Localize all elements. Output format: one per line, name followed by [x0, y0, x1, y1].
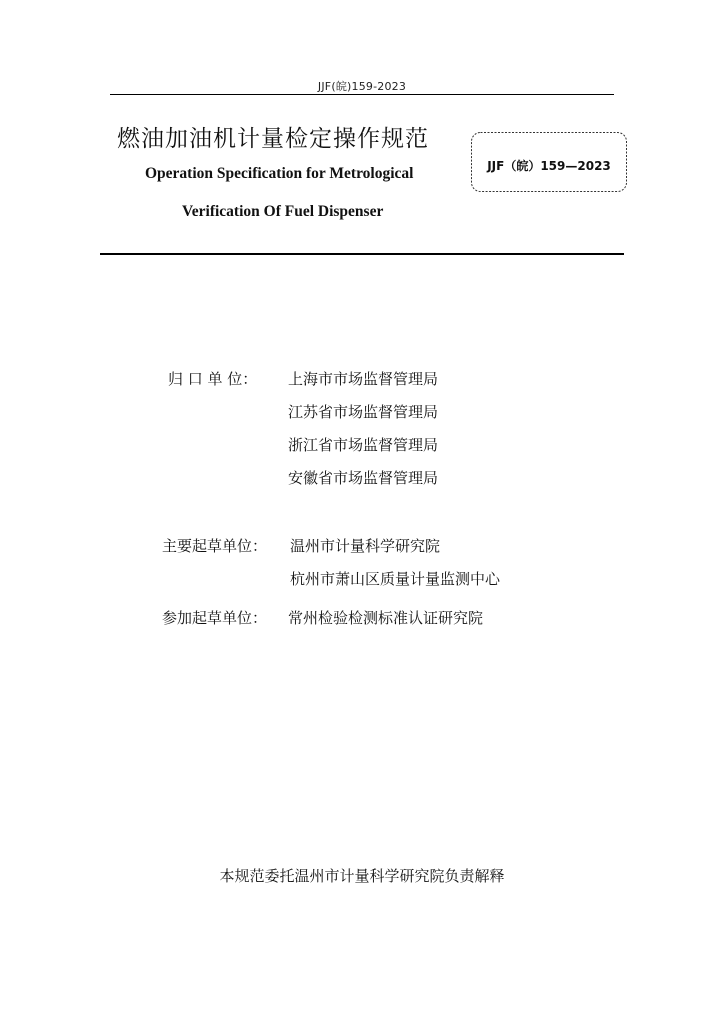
responsible-unit-label: 归 口 单 位：: [168, 370, 258, 388]
code-box-text: JJF（皖）159—2023: [487, 159, 611, 173]
responsible-unit-1: 上海市市场监督管理局: [288, 370, 439, 388]
code-box: [470, 131, 628, 193]
footer-note: 本规范委托温州市计量科学研究院负责解释: [219, 867, 505, 885]
responsible-unit-4: 安徽省市场监督管理局: [288, 469, 439, 487]
participating-unit-1: 常州检验检测标准认证研究院: [288, 609, 484, 627]
title-english-line2: Verification Of Fuel Dispenser: [182, 203, 384, 220]
title-rule: [100, 253, 624, 255]
participating-label: 参加起草单位：: [162, 609, 268, 627]
main-drafting-unit-2: 杭州市萧山区质量计量监测中心: [290, 570, 501, 588]
header-divider: [110, 94, 614, 95]
title-english-line1: Operation Specification for Metrological: [145, 165, 414, 182]
main-drafting-label: 主要起草单位：: [162, 537, 268, 555]
responsible-unit-3: 浙江省市场监督管理局: [288, 436, 439, 454]
main-drafting-unit-1: 温州市计量科学研究院: [290, 537, 441, 555]
title-chinese: 燃油加油机计量检定操作规范: [117, 126, 429, 152]
responsible-unit-2: 江苏省市场监督管理局: [288, 403, 439, 421]
header-code: JJF(皖)159-2023: [317, 80, 407, 93]
